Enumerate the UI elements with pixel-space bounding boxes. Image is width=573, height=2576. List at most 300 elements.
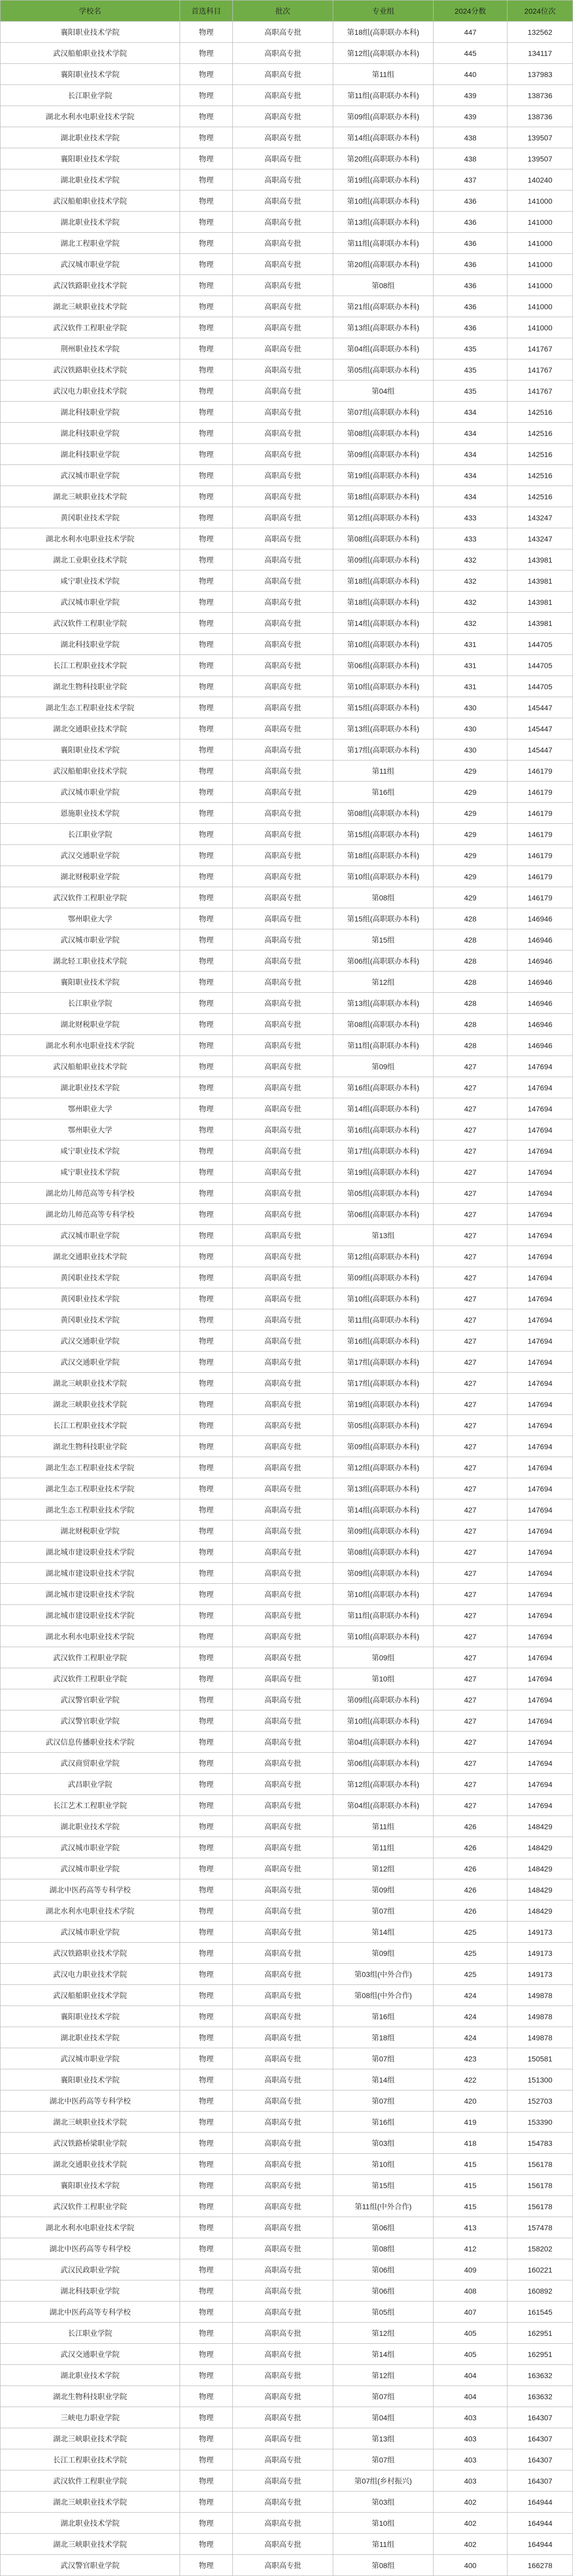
rank-cell: 163632	[508, 2365, 573, 2386]
table-row	[1, 2323, 573, 2344]
score-cell: 431	[434, 676, 508, 697]
rank-cell: 149878	[508, 1985, 573, 2006]
batch-cell: 高职高专批	[233, 1035, 333, 1056]
major-group-cell: 第07组(高职联办本科)	[333, 402, 434, 423]
score-cell: 427	[434, 1478, 508, 1499]
subject-cell: 物理	[180, 2112, 233, 2133]
subject-cell: 物理	[180, 1225, 233, 1246]
batch-cell: 高职高专批	[233, 950, 333, 972]
batch-cell: 高职高专批	[233, 803, 333, 824]
school-name-cell: 武汉船舶职业技术学院	[1, 761, 180, 782]
batch-cell: 高职高专批	[233, 1415, 333, 1436]
subject-cell: 物理	[180, 2090, 233, 2112]
batch-cell: 高职高专批	[233, 824, 333, 845]
major-group-cell: 第11组(高职联办本科)	[333, 1035, 434, 1056]
rank-cell: 147694	[508, 1246, 573, 1267]
rank-cell: 146946	[508, 929, 573, 950]
school-name-cell: 咸宁职业技术学院	[1, 1140, 180, 1162]
score-cell: 427	[434, 1246, 508, 1267]
subject-cell: 物理	[180, 2302, 233, 2323]
subject-cell: 物理	[180, 43, 233, 64]
major-group-cell: 第05组(高职联办本科)	[333, 359, 434, 381]
subject-cell: 物理	[180, 655, 233, 676]
school-name-cell: 武汉铁路职业技术学院	[1, 1943, 180, 1964]
score-cell: 412	[434, 2238, 508, 2259]
subject-cell: 物理	[180, 275, 233, 296]
major-group-cell: 第09组	[333, 1647, 434, 1668]
batch-cell: 高职高专批	[233, 718, 333, 739]
score-cell: 427	[434, 1732, 508, 1753]
score-cell: 427	[434, 1352, 508, 1373]
batch-cell: 高职高专批	[233, 254, 333, 275]
score-cell: 436	[434, 296, 508, 317]
score-cell: 404	[434, 2365, 508, 2386]
score-cell: 435	[434, 338, 508, 359]
subject-cell: 物理	[180, 972, 233, 993]
batch-cell: 高职高专批	[233, 1394, 333, 1415]
batch-cell: 高职高专批	[233, 1858, 333, 1879]
major-group-cell: 第11组(高职联办本科)	[333, 1605, 434, 1626]
subject-cell: 物理	[180, 2344, 233, 2365]
subject-cell: 物理	[180, 64, 233, 85]
score-cell: 438	[434, 127, 508, 148]
subject-cell: 物理	[180, 1077, 233, 1098]
major-group-cell: 第20组(高职联办本科)	[333, 254, 434, 275]
score-cell: 426	[434, 1837, 508, 1858]
school-name-cell: 襄阳职业技术学院	[1, 22, 180, 43]
score-cell: 413	[434, 2217, 508, 2238]
school-name-cell: 武汉城市职业学院	[1, 1922, 180, 1943]
school-name-cell: 湖北生态工程职业技术学院	[1, 1499, 180, 1520]
batch-cell: 高职高专批	[233, 1140, 333, 1162]
rank-cell: 144705	[508, 655, 573, 676]
rank-cell: 147694	[508, 1647, 573, 1668]
table-row	[1, 1943, 573, 1964]
subject-cell: 物理	[180, 528, 233, 549]
batch-cell: 高职高专批	[233, 1330, 333, 1352]
table-row	[1, 1542, 573, 1563]
score-cell: 445	[434, 43, 508, 64]
major-group-cell: 第07组	[333, 1900, 434, 1922]
score-cell: 436	[434, 254, 508, 275]
subject-cell: 物理	[180, 1753, 233, 1774]
score-cell: 430	[434, 697, 508, 718]
subject-cell: 物理	[180, 549, 233, 571]
batch-cell: 高职高专批	[233, 2386, 333, 2407]
batch-cell: 高职高专批	[233, 1542, 333, 1563]
table-row	[1, 148, 573, 169]
table-row	[1, 592, 573, 613]
school-name-cell: 湖北水利水电职业技术学院	[1, 2217, 180, 2238]
table-row	[1, 1457, 573, 1478]
rank-cell: 144705	[508, 676, 573, 697]
batch-cell: 高职高专批	[233, 1626, 333, 1647]
rank-cell: 153390	[508, 2112, 573, 2133]
table-row	[1, 697, 573, 718]
school-name-cell: 鄂州职业大学	[1, 1119, 180, 1140]
major-group-cell: 第13组(高职联办本科)	[333, 212, 434, 233]
batch-cell: 高职高专批	[233, 2027, 333, 2048]
batch-cell: 高职高专批	[233, 486, 333, 507]
batch-cell: 高职高专批	[233, 1478, 333, 1499]
batch-cell: 高职高专批	[233, 739, 333, 761]
table-row	[1, 1140, 573, 1162]
subject-cell: 物理	[180, 1626, 233, 1647]
subject-cell: 物理	[180, 2513, 233, 2534]
school-name-cell: 武汉城市职业学院	[1, 592, 180, 613]
score-cell: 400	[434, 2555, 508, 2576]
major-group-cell: 第07组	[333, 2449, 434, 2470]
score-cell: 427	[434, 1457, 508, 1478]
rank-cell: 146946	[508, 972, 573, 993]
subject-cell: 物理	[180, 1204, 233, 1225]
table-row	[1, 866, 573, 887]
school-name-cell: 湖北职业技术学院	[1, 1816, 180, 1837]
major-group-cell: 第06组(高职联办本科)	[333, 1204, 434, 1225]
score-cell: 436	[434, 191, 508, 212]
score-cell: 402	[434, 2534, 508, 2555]
school-name-cell: 湖北三峡职业技术学院	[1, 1394, 180, 1415]
batch-cell: 高职高专批	[233, 1056, 333, 1077]
subject-cell: 物理	[180, 1162, 233, 1183]
school-name-cell: 武汉民政职业学院	[1, 2259, 180, 2280]
score-cell: 437	[434, 169, 508, 191]
rank-cell: 137983	[508, 64, 573, 85]
rank-cell: 146179	[508, 845, 573, 866]
rank-cell: 147694	[508, 1098, 573, 1119]
rank-cell: 156178	[508, 2154, 573, 2175]
school-name-cell: 长江工程职业技术学院	[1, 1415, 180, 1436]
rank-cell: 147694	[508, 1204, 573, 1225]
table-row	[1, 571, 573, 592]
score-cell: 429	[434, 866, 508, 887]
school-name-cell: 武汉城市职业学院	[1, 1837, 180, 1858]
subject-cell: 物理	[180, 803, 233, 824]
subject-cell: 物理	[180, 127, 233, 148]
school-name-cell: 湖北三峡职业技术学院	[1, 2534, 180, 2555]
score-cell: 425	[434, 1943, 508, 1964]
school-name-cell: 武汉软件工程职业学院	[1, 887, 180, 908]
school-name-cell: 鄂州职业大学	[1, 908, 180, 929]
batch-cell: 高职高专批	[233, 2513, 333, 2534]
rank-cell: 160892	[508, 2280, 573, 2302]
major-group-cell: 第11组(中外合作)	[333, 2196, 434, 2217]
rank-cell: 147694	[508, 1605, 573, 1626]
rank-cell: 142516	[508, 486, 573, 507]
table-row	[1, 191, 573, 212]
rank-cell: 147694	[508, 1457, 573, 1478]
school-name-cell: 长江艺术工程职业学院	[1, 1795, 180, 1816]
table-row	[1, 1520, 573, 1542]
school-name-cell: 湖北中医药高等专科学校	[1, 2238, 180, 2259]
school-name-cell: 咸宁职业技术学院	[1, 1162, 180, 1183]
major-group-cell: 第11组	[333, 64, 434, 85]
school-name-cell: 黄冈职业技术学院	[1, 1267, 180, 1288]
score-cell: 426	[434, 1879, 508, 1900]
batch-cell: 高职高专批	[233, 2238, 333, 2259]
score-cell: 433	[434, 507, 508, 528]
batch-cell: 高职高专批	[233, 1922, 333, 1943]
school-name-cell: 湖北城市建设职业技术学院	[1, 1605, 180, 1626]
table-row	[1, 127, 573, 148]
subject-cell: 物理	[180, 338, 233, 359]
subject-cell: 物理	[180, 2449, 233, 2470]
score-cell: 434	[434, 402, 508, 423]
major-group-cell: 第04组	[333, 381, 434, 402]
table-row	[1, 887, 573, 908]
rank-cell: 147694	[508, 1077, 573, 1098]
table-row	[1, 2534, 573, 2555]
school-name-cell: 黄冈职业技术学院	[1, 1309, 180, 1330]
major-group-cell: 第11组(高职联办本科)	[333, 233, 434, 254]
rank-cell: 145447	[508, 739, 573, 761]
school-name-cell: 湖北生物科技职业学院	[1, 2386, 180, 2407]
major-group-cell: 第16组(高职联办本科)	[333, 1330, 434, 1352]
score-cell: 427	[434, 1795, 508, 1816]
table-row	[1, 1647, 573, 1668]
subject-cell: 物理	[180, 1985, 233, 2006]
school-name-cell: 武汉船舶职业技术学院	[1, 1056, 180, 1077]
score-cell: 426	[434, 1858, 508, 1879]
table-row	[1, 1900, 573, 1922]
score-cell: 427	[434, 1668, 508, 1689]
score-cell: 429	[434, 824, 508, 845]
major-group-cell: 第05组(高职联办本科)	[333, 1183, 434, 1204]
school-name-cell: 长江职业学院	[1, 85, 180, 106]
subject-cell: 物理	[180, 929, 233, 950]
major-group-cell: 第07组	[333, 2090, 434, 2112]
column-header-subject: 首选科目	[180, 1, 233, 22]
school-name-cell: 湖北生态工程职业技术学院	[1, 1457, 180, 1478]
score-cell: 409	[434, 2259, 508, 2280]
major-group-cell: 第06组(高职联办本科)	[333, 950, 434, 972]
school-name-cell: 湖北水利水电职业技术学院	[1, 528, 180, 549]
major-group-cell: 第10组(高职联办本科)	[333, 1710, 434, 1732]
major-group-cell: 第15组(高职联办本科)	[333, 697, 434, 718]
school-name-cell: 湖北职业技术学院	[1, 212, 180, 233]
rank-cell: 161545	[508, 2302, 573, 2323]
school-name-cell: 湖北三峡职业技术学院	[1, 2492, 180, 2513]
subject-cell: 物理	[180, 359, 233, 381]
table-row	[1, 2048, 573, 2069]
rank-cell: 157478	[508, 2217, 573, 2238]
column-header-batch: 批次	[233, 1, 333, 22]
batch-cell: 高职高专批	[233, 212, 333, 233]
batch-cell: 高职高专批	[233, 697, 333, 718]
table-row	[1, 929, 573, 950]
major-group-cell: 第03组(中外合作)	[333, 1964, 434, 1985]
school-name-cell: 湖北职业技术学院	[1, 169, 180, 191]
table-row	[1, 317, 573, 338]
score-cell: 427	[434, 1647, 508, 1668]
school-name-cell: 武汉软件工程职业学院	[1, 1668, 180, 1689]
batch-cell: 高职高专批	[233, 613, 333, 634]
subject-cell: 物理	[180, 2175, 233, 2196]
table-row	[1, 1732, 573, 1753]
subject-cell: 物理	[180, 613, 233, 634]
batch-cell: 高职高专批	[233, 2555, 333, 2576]
score-cell: 427	[434, 1330, 508, 1352]
table-row	[1, 1964, 573, 1985]
rank-cell: 147694	[508, 1309, 573, 1330]
score-cell: 432	[434, 549, 508, 571]
table-row	[1, 2238, 573, 2259]
subject-cell: 物理	[180, 2217, 233, 2238]
rank-cell: 146946	[508, 950, 573, 972]
batch-cell: 高职高专批	[233, 2344, 333, 2365]
score-cell: 427	[434, 1098, 508, 1119]
rank-cell: 164944	[508, 2492, 573, 2513]
table-row	[1, 1014, 573, 1035]
score-cell: 405	[434, 2323, 508, 2344]
score-cell: 419	[434, 2112, 508, 2133]
batch-cell: 高职高专批	[233, 1288, 333, 1309]
batch-cell: 高职高专批	[233, 1710, 333, 1732]
school-name-cell: 襄阳职业技术学院	[1, 2175, 180, 2196]
major-group-cell: 第16组(高职联办本科)	[333, 1119, 434, 1140]
school-name-cell: 湖北水利水电职业技术学院	[1, 1626, 180, 1647]
rank-cell: 148429	[508, 1816, 573, 1837]
score-cell: 427	[434, 1309, 508, 1330]
table-row	[1, 64, 573, 85]
subject-cell: 物理	[180, 2492, 233, 2513]
rank-cell: 164944	[508, 2534, 573, 2555]
table-row	[1, 1478, 573, 1499]
batch-cell: 高职高专批	[233, 2006, 333, 2027]
table-row	[1, 1563, 573, 1584]
major-group-cell: 第18组(高职联办本科)	[333, 486, 434, 507]
batch-cell: 高职高专批	[233, 1436, 333, 1457]
school-name-cell: 湖北交通职业技术学院	[1, 718, 180, 739]
score-cell: 403	[434, 2407, 508, 2428]
subject-cell: 物理	[180, 2238, 233, 2259]
rank-cell: 146946	[508, 1035, 573, 1056]
major-group-cell: 第12组(高职联办本科)	[333, 1774, 434, 1795]
rank-cell: 145447	[508, 697, 573, 718]
score-cell: 430	[434, 718, 508, 739]
major-group-cell: 第08组	[333, 2555, 434, 2576]
school-name-cell: 武汉信息传播职业技术学院	[1, 1732, 180, 1753]
score-cell: 428	[434, 972, 508, 993]
subject-cell: 物理	[180, 22, 233, 43]
batch-cell: 高职高专批	[233, 1098, 333, 1119]
subject-cell: 物理	[180, 2428, 233, 2449]
major-group-cell: 第12组(高职联办本科)	[333, 1457, 434, 1478]
table-row	[1, 1584, 573, 1605]
rank-cell: 146179	[508, 761, 573, 782]
score-cell: 427	[434, 1056, 508, 1077]
score-cell: 427	[434, 1415, 508, 1436]
rank-cell: 139507	[508, 148, 573, 169]
batch-cell: 高职高专批	[233, 2492, 333, 2513]
rank-cell: 146946	[508, 1014, 573, 1035]
rank-cell: 141000	[508, 317, 573, 338]
major-group-cell: 第06组(高职联办本科)	[333, 655, 434, 676]
rank-cell: 147694	[508, 1732, 573, 1753]
table-row	[1, 1774, 573, 1795]
rank-cell: 154783	[508, 2133, 573, 2154]
school-name-cell: 武汉交通职业学院	[1, 1352, 180, 1373]
rank-cell: 148429	[508, 1858, 573, 1879]
major-group-cell: 第19组(高职联办本科)	[333, 169, 434, 191]
major-group-cell: 第12组	[333, 1858, 434, 1879]
school-name-cell: 湖北轻工职业技术学院	[1, 950, 180, 972]
batch-cell: 高职高专批	[233, 1119, 333, 1140]
major-group-cell: 第06组	[333, 2259, 434, 2280]
table-row	[1, 908, 573, 929]
major-group-cell: 第07组	[333, 2386, 434, 2407]
school-name-cell: 咸宁职业技术学院	[1, 571, 180, 592]
rank-cell: 147694	[508, 1689, 573, 1710]
batch-cell: 高职高专批	[233, 2428, 333, 2449]
batch-cell: 高职高专批	[233, 191, 333, 212]
batch-cell: 高职高专批	[233, 2133, 333, 2154]
major-group-cell: 第20组(高职联办本科)	[333, 148, 434, 169]
major-group-cell: 第11组	[333, 761, 434, 782]
major-group-cell: 第10组(高职联办本科)	[333, 1288, 434, 1309]
score-cell: 436	[434, 233, 508, 254]
subject-cell: 物理	[180, 1415, 233, 1436]
score-cell: 415	[434, 2175, 508, 2196]
subject-cell: 物理	[180, 1816, 233, 1837]
rank-cell: 160221	[508, 2259, 573, 2280]
rank-cell: 163632	[508, 2386, 573, 2407]
score-cell: 439	[434, 106, 508, 127]
batch-cell: 高职高专批	[233, 1668, 333, 1689]
batch-cell: 高职高专批	[233, 1563, 333, 1584]
table-row	[1, 2555, 573, 2576]
subject-cell: 物理	[180, 1457, 233, 1478]
score-cell: 438	[434, 148, 508, 169]
batch-cell: 高职高专批	[233, 64, 333, 85]
school-name-cell: 武汉交通职业学院	[1, 1330, 180, 1352]
batch-cell: 高职高专批	[233, 2302, 333, 2323]
subject-cell: 物理	[180, 1563, 233, 1584]
table-row	[1, 1373, 573, 1394]
rank-cell: 139507	[508, 127, 573, 148]
batch-cell: 高职高专批	[233, 972, 333, 993]
batch-cell: 高职高专批	[233, 1584, 333, 1605]
major-group-cell: 第09组(高职联办本科)	[333, 1520, 434, 1542]
major-group-cell: 第14组	[333, 1922, 434, 1943]
subject-cell: 物理	[180, 1710, 233, 1732]
rank-cell: 141767	[508, 381, 573, 402]
subject-cell: 物理	[180, 402, 233, 423]
subject-cell: 物理	[180, 1373, 233, 1394]
score-cell: 427	[434, 1626, 508, 1647]
score-cell: 434	[434, 444, 508, 465]
score-cell: 427	[434, 1753, 508, 1774]
subject-cell: 物理	[180, 1689, 233, 1710]
major-group-cell: 第10组(高职联办本科)	[333, 1626, 434, 1647]
batch-cell: 高职高专批	[233, 528, 333, 549]
score-cell: 407	[434, 2302, 508, 2323]
school-name-cell: 武汉电力职业技术学院	[1, 1964, 180, 1985]
batch-cell: 高职高专批	[233, 1647, 333, 1668]
major-group-cell: 第17组(高职联办本科)	[333, 739, 434, 761]
school-name-cell: 湖北水利水电职业技术学院	[1, 106, 180, 127]
rank-cell: 147694	[508, 1774, 573, 1795]
major-group-cell: 第08组	[333, 275, 434, 296]
score-cell: 415	[434, 2154, 508, 2175]
school-name-cell: 鄂州职业大学	[1, 1098, 180, 1119]
subject-cell: 物理	[180, 1035, 233, 1056]
score-cell: 428	[434, 1035, 508, 1056]
batch-cell: 高职高专批	[233, 2407, 333, 2428]
batch-cell: 高职高专批	[233, 592, 333, 613]
rank-cell: 164307	[508, 2428, 573, 2449]
table-row	[1, 782, 573, 803]
